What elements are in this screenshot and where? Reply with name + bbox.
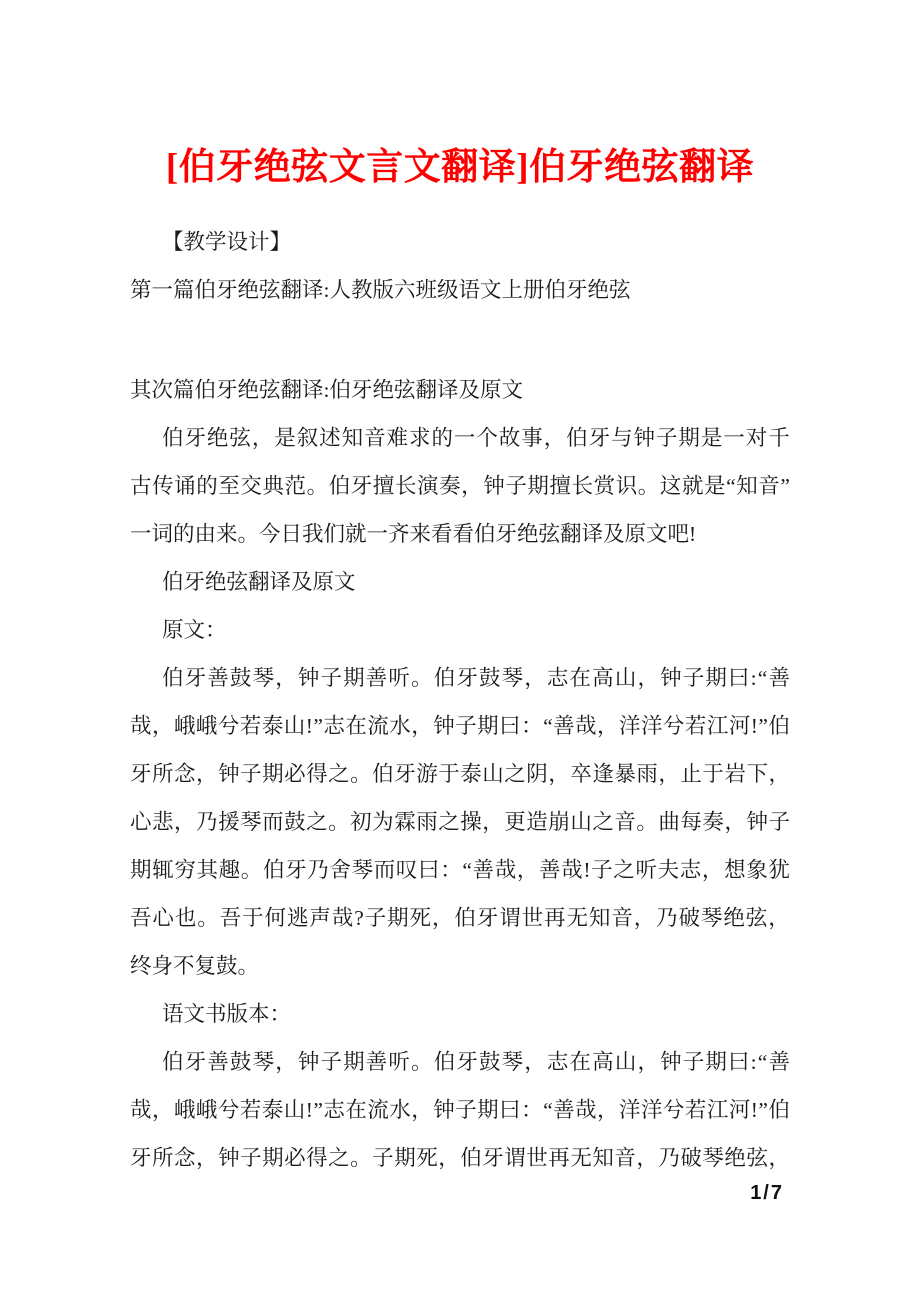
text-line: 哉 ， 峨 峨 兮 若 泰 山 ! ” 志 在 流 水 ， 钟 子 期 曰 ： “ 善 哉 ， 洋 洋 兮 若 江 河 ! ” 伯 xyxy=(130,714,790,738)
text-line: 语文书版本： xyxy=(162,1002,292,1026)
text-line: 一词的由来。今日我们就一齐来看看伯牙绝弦翻译及原文吧! xyxy=(130,522,697,546)
page-indicator: 1/7 xyxy=(750,1182,784,1204)
text-line: 哉 ， 峨 峨 兮 若 泰 山 ! ” 志 在 流 水 ， 钟 子 期 曰 ： “ 善 哉 ， 洋 洋 兮 若 江 河 ! ” 伯 xyxy=(130,1098,790,1122)
text-line: 伯 牙 绝 弦 ， 是 叙 述 知 音 难 求 的 一 个 故 事 ， 伯 牙 与 钟 子 期 是 一 对 千 xyxy=(162,426,790,450)
text-line: 古 传 诵 的 至 交 典 范 。 伯 牙 擅 长 演 奏 ， 钟 子 期 擅 长 赏 识 。 这 就 是 “ 知 音 ” xyxy=(130,474,790,498)
doc-title: [伯牙绝弦文言文翻译]伯牙绝弦翻译 xyxy=(165,147,755,188)
text-line: 伯 牙 善 鼓 琴 ， 钟 子 期 善 听 。 伯 牙 鼓 琴 ， 志 在 高 山 ， 钟 子 期 曰 : “ 善 xyxy=(162,666,790,690)
text-line: 牙 所 念 ， 钟 子 期 必 得 之 。 伯 牙 游 于 泰 山 之 阴 ， 卒 逢 暴 雨 ， 止 于 岩 下 ， xyxy=(130,762,790,786)
text-line: 期 辄 穷 其 趣 。 伯 牙 乃 舍 琴 而 叹 曰 ： “ 善 哉 ， 善 哉 ! 子 之 听 夫 志 ， 想 象 犹 xyxy=(130,858,790,882)
text-line: 伯 牙 善 鼓 琴 ， 钟 子 期 善 听 。 伯 牙 鼓 琴 ， 志 在 高 山 ， 钟 子 期 曰 : “ 善 xyxy=(162,1050,790,1074)
text-line: 【教学设计】 xyxy=(162,230,292,254)
text-line: 原文： xyxy=(162,618,227,642)
doc-body xyxy=(130,218,790,1182)
text-line: 吾 心 也 。 吾 于 何 逃 声 哉 ? 子 期 死 ， 伯 牙 谓 世 再 无 知 音 ， 乃 破 琴 绝 弦 ， xyxy=(130,906,790,930)
text-line: 牙 所 念 ， 钟 子 期 必 得 之 。 子 期 死 ， 伯 牙 谓 世 再 无 知 音 ， 乃 破 琴 绝 弦 ， xyxy=(130,1146,790,1170)
text-line: 第一篇伯牙绝弦翻译:人教版六班级语文上册伯牙绝弦 xyxy=(130,278,631,302)
text-line: 终身不复鼓。 xyxy=(130,954,260,978)
text-line: 其次篇伯牙绝弦翻译:伯牙绝弦翻译及原文 xyxy=(130,378,523,402)
text-line: 心 悲 ， 乃 援 琴 而 鼓 之 。 初 为 霖 雨 之 操 ， 更 造 崩 山 之 音 。 曲 每 奏 ， 钟 子 xyxy=(130,810,790,834)
text-line: 伯牙绝弦翻译及原文 xyxy=(162,570,356,594)
